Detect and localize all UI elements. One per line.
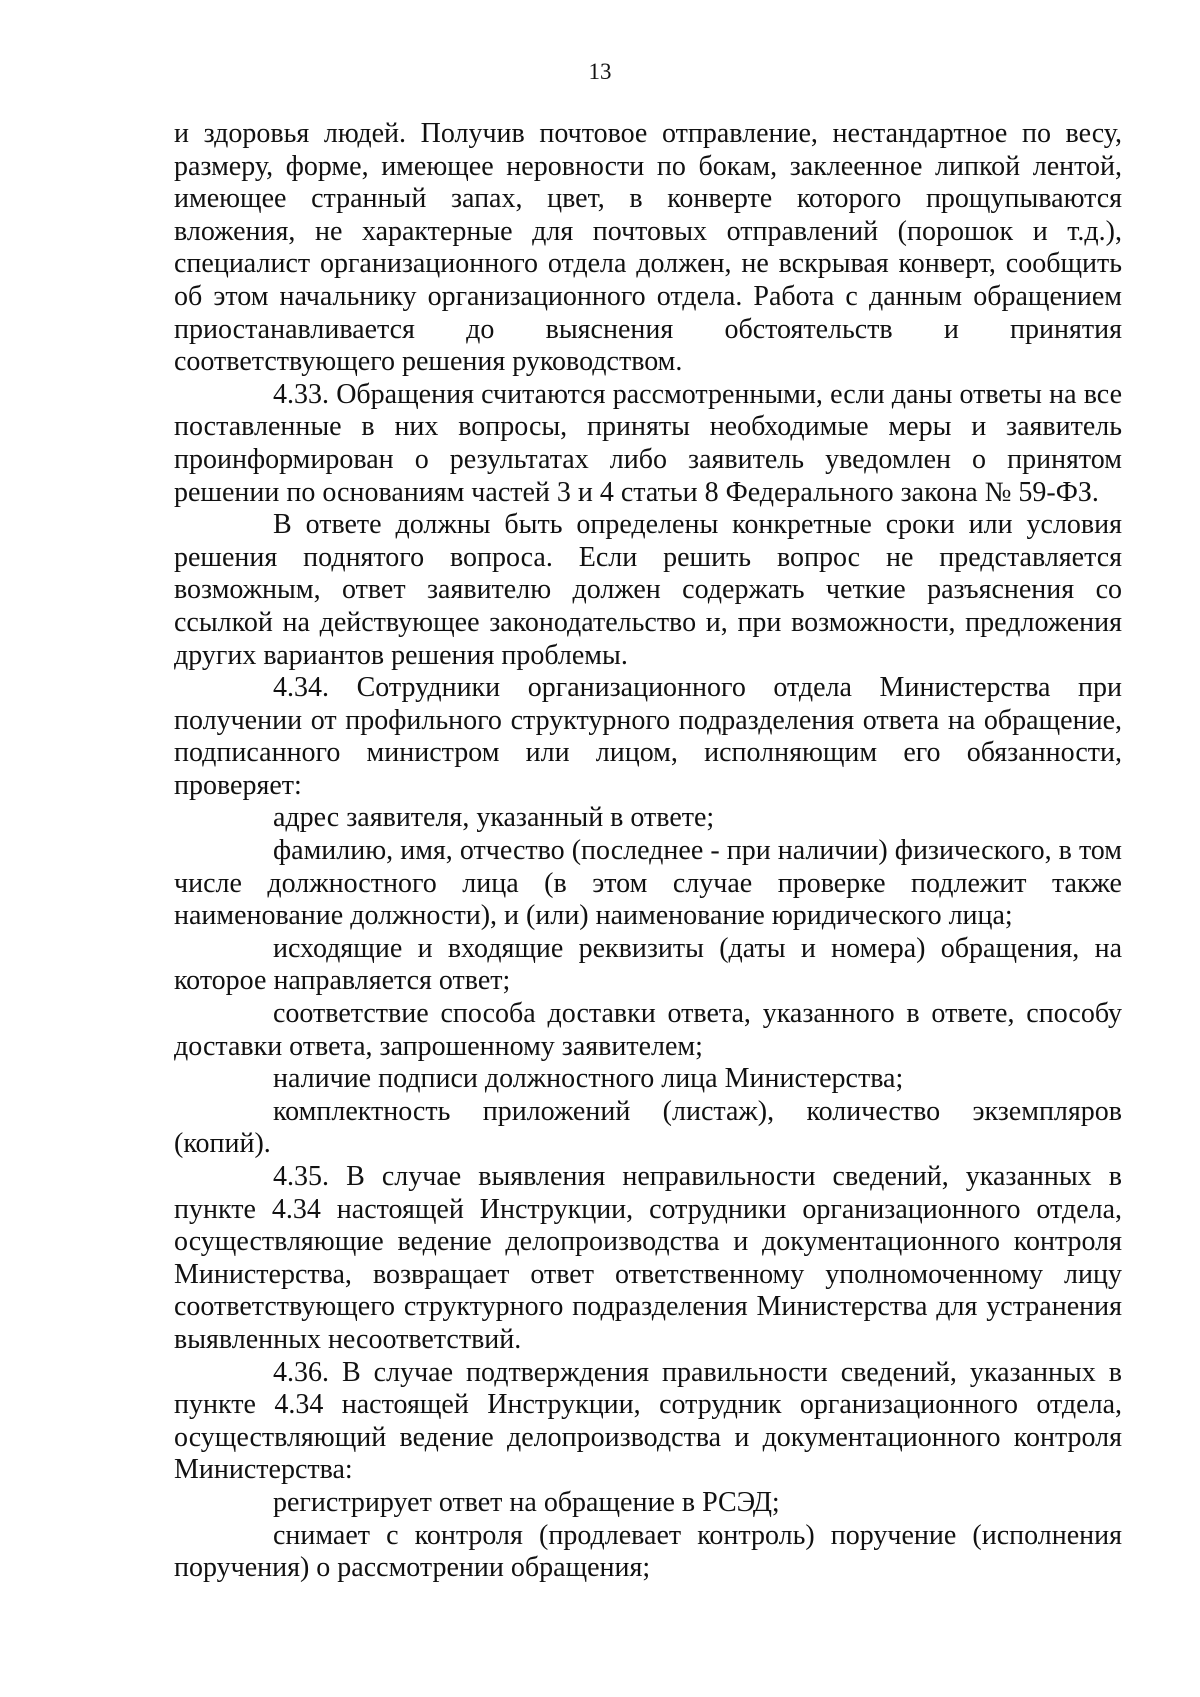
list-item-control: снимает с контроля (продлевает контроль) поручение (исполнения поручения) о рассмотрении обращения; <box>174 1519 1122 1584</box>
paragraph-continuation: и здоровья людей. Получив почтовое отправление, нестандартное по весу, размеру, форме, имеющее неровности по бокам, заклеенное липкой лентой, имеющее странный запах, цвет, в конверте которого прощупываются вложения, не характерные для почтовых отправлений (порошок и т.д.), специалист организационного отдела должен, не вскрывая конверт, сообщить об этом начальнику организационного отдела. Работа с данным обращением приостанавливается до выяснения обстоятельств и принятия соответствующего решения руководством. <box>174 118 1122 378</box>
paragraph-4-34: 4.34. Сотрудники организационного отдела Министерства при получении от профильного структурного подразделения ответа на обращение, подписанного министром или лицом, исполняющим его обязанности, проверяет: <box>174 672 1122 801</box>
page-number: 13 <box>588 59 612 84</box>
list-item-signature: наличие подписи должностного лица Министерства; <box>273 1063 904 1095</box>
paragraph-4-35: 4.35. В случае выявления неправильности сведений, указанных в пункте 4.34 настоящей Инструкции, сотрудники организационного отдела, осуществляющие ведение делопроизводства и документационного контроля Министерства, возвращает ответ ответственному уполномоченному лицу соответствующего структурного подразделения Министерства для устранения выявленных несоответствий. <box>174 1161 1122 1355</box>
list-item-requisites: исходящие и входящие реквизиты (даты и номера) обращения, на которое направляется ответ; <box>174 932 1122 997</box>
list-item-register: регистрирует ответ на обращение в РСЭД; <box>273 1486 780 1518</box>
list-item-attachments: комплектность приложений (листаж), количество экземпляров (копий). <box>174 1095 1122 1160</box>
document-body <box>174 118 1122 1585</box>
paragraph-4-36: 4.36. В случае подтверждения правильности сведений, указанных в пункте 4.34 настоящей Инструкции, сотрудник организационного отдела, осуществляющий ведение делопроизводства и документационного контроля Министерства: <box>174 1356 1122 1486</box>
paragraph-answer-requirements: В ответе должны быть определены конкретные сроки или условия решения поднятого вопроса. Если решить вопрос не представляется возможным, ответ заявителю должен содержать четкие разъяснения со ссылкой на действующее законодательство и, при возможности, предложения других вариантов решения проблемы. <box>174 509 1122 671</box>
paragraph-4-33: 4.33. Обращения считаются рассмотренными, если даны ответы на все поставленные в них вопросы, приняты необходимые меры и заявитель проинформирован о результатах либо заявитель уведомлен о принятом решении по основаниям частей 3 и 4 статьи 8 Федерального закона № 59-ФЗ. <box>174 378 1122 508</box>
list-item-address: адрес заявителя, указанный в ответе; <box>273 802 715 834</box>
list-item-delivery-method: соответствие способа доставки ответа, указанного в ответе, способу доставки ответа, запрошенному заявителем; <box>174 998 1122 1062</box>
list-item-full-name: фамилию, имя, отчество (последнее - при наличии) физического, в том числе должностного лица (в этом случае проверке подлежит также наименование должности), и (или) наименование юридического лица; <box>174 835 1122 932</box>
